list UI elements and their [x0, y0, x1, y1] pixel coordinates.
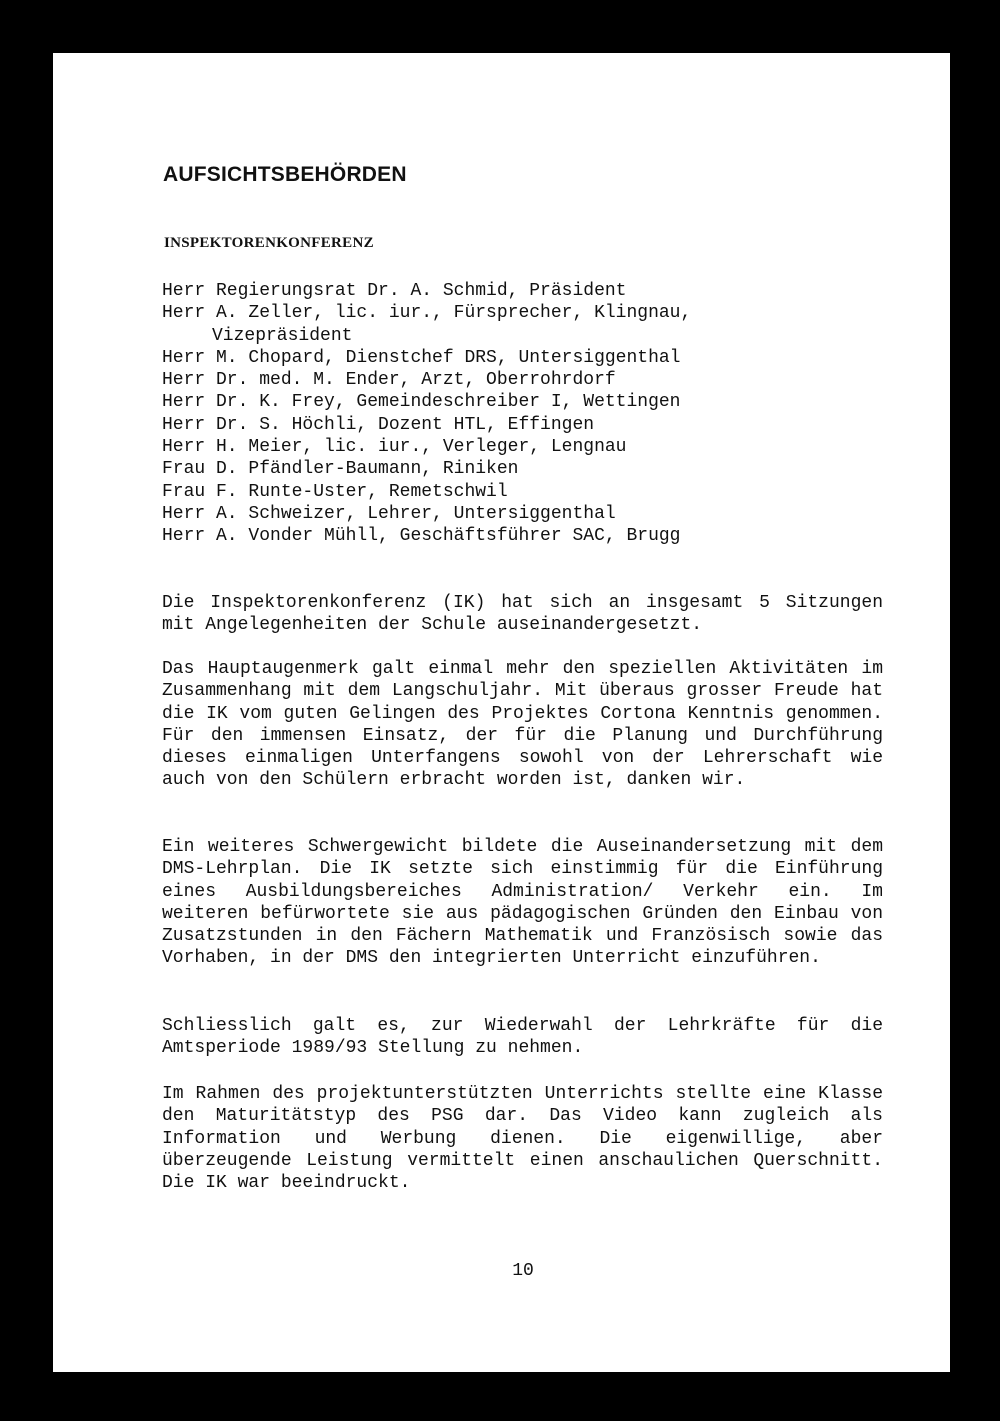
member-entry: Herr A. Schweizer, Lehrer, Untersiggenthal	[162, 503, 616, 524]
body-paragraph: Ein weiteres Schwergewicht bildete die Auseinandersetzung mit dem DMS-Lehrplan. Die IK setzte sich einstimmig für die Einführung eines Ausbildungsbereiches Administration/ Verkehr ein. Im weiteren befürwortete sie aus pädagogischen Gründen den Einbau von Zusatzstunden in den Fächern Mathematik und Französisch sowie das Vorhaben, in der DMS den integrierten Unterricht einzuführen.	[162, 837, 883, 969]
member-list	[162, 280, 882, 548]
member-entry: Herr A. Vonder Mühll, Geschäftsführer SAC, Brugg	[162, 526, 681, 547]
member-entry: Frau F. Runte-Uster, Remetschwil	[162, 481, 508, 502]
page-heading: AUFSICHTSBEHÖRDEN	[163, 163, 407, 186]
document-page	[53, 53, 950, 1372]
member-entry: Frau D. Pfändler-Baumann, Riniken	[162, 459, 519, 480]
member-entry-continuation: Vizepräsident	[212, 325, 353, 346]
member-entry: Herr Regierungsrat Dr. A. Schmid, Präsident	[162, 281, 627, 301]
member-entry: Herr H. Meier, lic. iur., Verleger, Lengnau	[162, 437, 627, 458]
page-number: 10	[512, 1261, 534, 1281]
body-paragraph: Im Rahmen des projektunterstützten Unterrichts stellte eine Klasse den Maturitätstyp des PSG dar. Das Video kann zugleich als Information und Werbung dienen. Die eigenwillige, aber überzeugende Leistung vermittelt einen anschaulichen Querschnitt. Die IK war beeindruckt.	[162, 1084, 883, 1194]
body-paragraph: Die Inspektorenkonferenz (IK) hat sich an insgesamt 5 Sitzungen mit Angelegenheiten der Schule auseinandergesetzt.	[162, 593, 883, 636]
member-entry: Herr A. Zeller, lic. iur., Fürsprecher, Klingnau,	[162, 303, 692, 324]
body-paragraph: Schliesslich galt es, zur Wiederwahl der Lehrkräfte für die Amtsperiode 1989/93 Stellung zu nehmen.	[162, 1016, 883, 1059]
member-entry: Herr Dr. S. Höchli, Dozent HTL, Effingen	[162, 414, 595, 435]
member-entry: Herr M. Chopard, Dienstchef DRS, Untersiggenthal	[162, 347, 681, 368]
member-entry: Herr Dr. K. Frey, Gemeindeschreiber I, Wettingen	[162, 392, 681, 413]
body-paragraph: Das Hauptaugenmerk galt einmal mehr den speziellen Aktivitäten im Zusammenhang mit dem Langschuljahr. Mit überaus grosser Freude hat die IK vom guten Gelingen des Projektes Cortona Kenntnis genommen. Für den immensen Einsatz, der für die Planung und Durchführung dieses einmaligen Unterfangens sowohl von der Lehrerschaft wie auch von den Schülern erbracht worden ist, danken wir.	[162, 659, 883, 791]
section-subheading: INSPEKTORENKONFERENZ	[164, 235, 374, 251]
member-entry: Herr Dr. med. M. Ender, Arzt, Oberrohrdorf	[162, 370, 616, 391]
